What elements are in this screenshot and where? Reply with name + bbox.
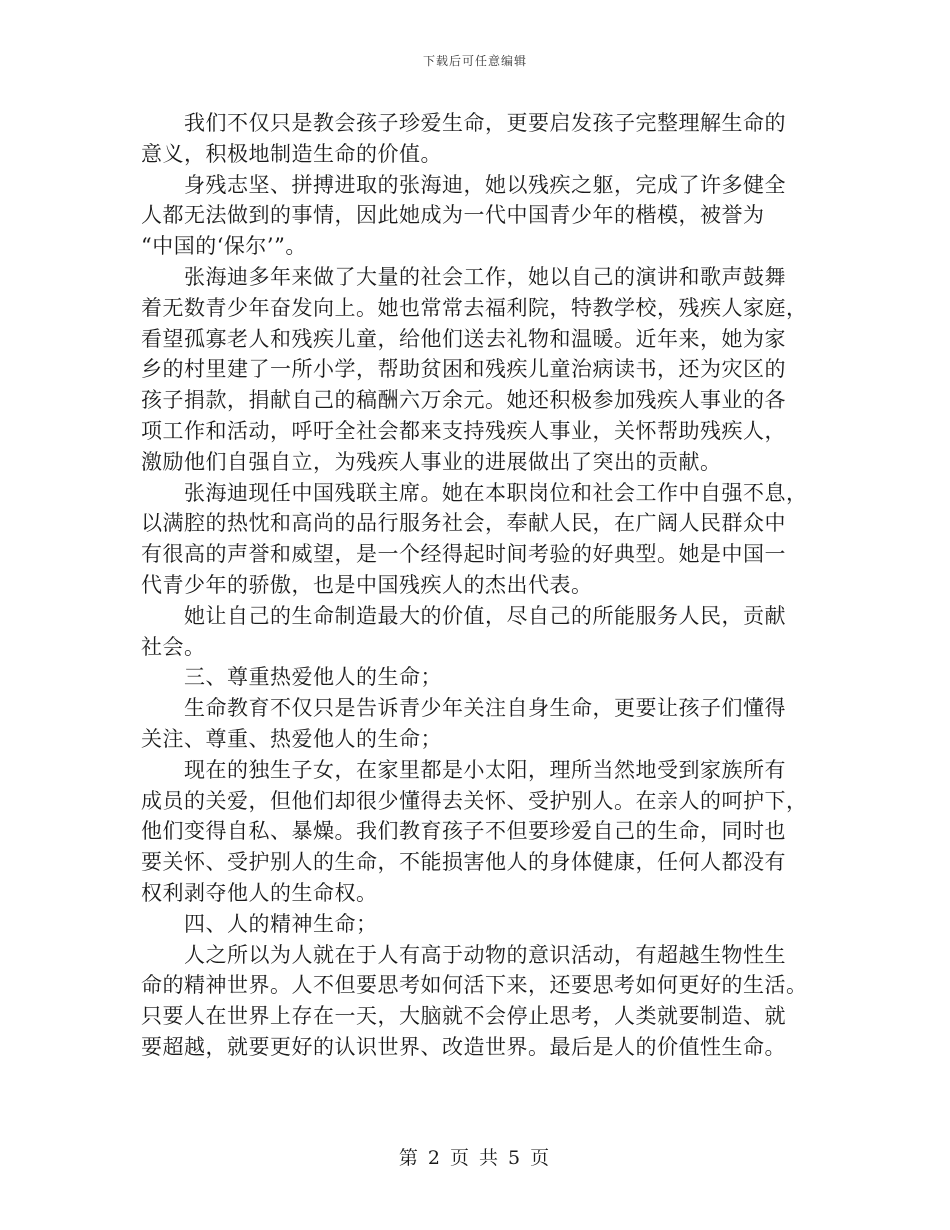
text-line: 以满腔的热忱和高尚的品行服务社会，奉献人民，在广阔人民群众中 [141,511,786,536]
text-line: 人之所以为人就在于人有高于动物的意识活动，有超越生物性生 [141,942,786,967]
text-line: 意义，积极地制造生命的价值。 [141,141,442,166]
section-heading: 四、人的精神生命； [141,911,378,936]
text-line: 要关怀、受护别人的生命，不能损害他人的身体健康，任何人都没有 [141,850,786,875]
text-line: 身残志坚、拼搏进取的张海迪，她以残疾之躯，完成了许多健全 [141,172,786,197]
text-line: 她让自己的生命制造最大的价值，尽自己的所能服务人民，贡献 [141,603,786,628]
text-line: 只要人在世界上存在一天，大脑就不会停止思考，人类就要制造、就 [141,1004,786,1029]
text-line: 他们变得自私、暴燥。我们教育孩子不但要珍爱自己的生命，同时也 [141,819,786,844]
text-line: 看望孤寡老人和残疾儿童，给他们送去礼物和温暖。近年来，她为家 [141,326,786,351]
text-line: 命的精神世界。人不但要思考如何活下来，还要思考如何更好的生活。 [141,973,808,998]
text-line: 现在的独生子女，在家里都是小太阳，理所当然地受到家族所有 [141,757,786,782]
text-line: 张海迪多年来做了大量的社会工作，她以自己的演讲和歌声鼓舞 [141,264,786,289]
text-line: 项工作和活动，呼吁全社会都来支持残疾人事业，关怀帮助残疾人， [141,418,786,443]
text-line: 着无数青少年奋发向上。她也常常去福利院，特教学校，残疾人家庭， [141,295,808,320]
header-note: 下载后可任意编辑 [422,54,527,68]
text-line: 要超越，就要更好的认识世界、改造世界。最后是人的价值性生命。 [141,1034,786,1059]
text-line: 张海迪现任中国残联主席。她在本职岗位和社会工作中自强不息， [141,480,808,505]
text-line: 有很高的声誉和威望，是一个经得起时间考验的好典型。她是中国一 [141,542,786,567]
text-line: 成员的关爱，但他们却很少懂得去关怀、受护别人。在亲人的呵护下， [141,788,808,813]
text-line: 我们不仅只是教会孩子珍爱生命，更要启发孩子完整理解生命的 [141,111,786,135]
text-line: 孩子捐款，捐献自己的稿酬六万余元。她还积极参加残疾人事业的各 [141,388,786,413]
text-line: 激励他们自强自立，为残疾人事业的进展做出了突出的贡献。 [141,449,722,474]
document-body [141,108,809,1063]
text-line: 关注、尊重、热爱他人的生命； [141,726,442,751]
page-number: 第 2 页 共 5 页 [398,1147,552,1169]
text-line: 人都无法做到的事情，因此她成为一代中国青少年的楷模，被誉为 [141,203,765,228]
text-line: “中国的‘保尔’”。 [141,234,307,259]
section-heading: 三、尊重热爱他人的生命； [141,665,442,690]
text-line: 社会。 [141,634,206,659]
text-line: 权利剥夺他人的生命权。 [141,880,378,905]
text-line: 生命教育不仅只是告诉青少年关注自身生命，更要让孩子们懂得 [141,696,786,721]
text-line: 代青少年的骄傲，也是中国残疾人的杰出代表。 [141,572,593,597]
text-line: 乡的村里建了一所小学，帮助贫困和残疾儿童治病读书，还为灾区的 [141,357,786,382]
